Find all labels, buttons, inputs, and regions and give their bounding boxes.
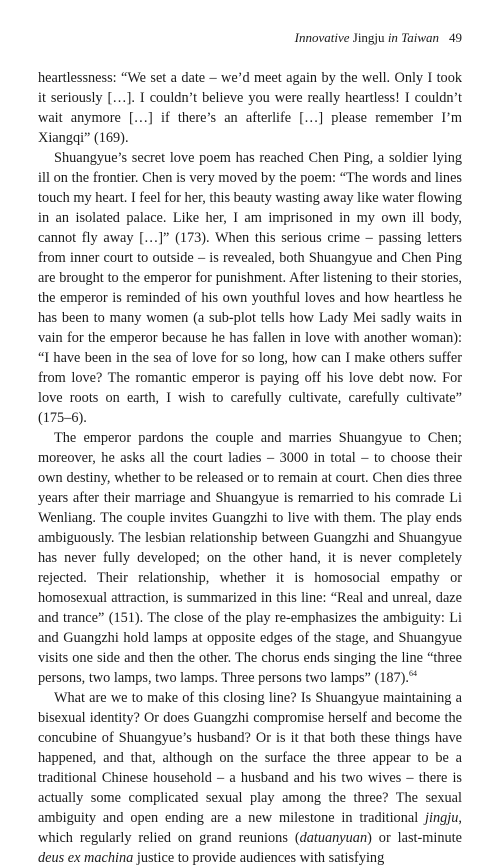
running-head-title-part: in Taiwan <box>384 30 439 45</box>
running-head-title-part: Innovative <box>294 30 353 45</box>
term-deus-ex-machina: deus ex machina <box>38 850 134 866</box>
book-page <box>38 30 462 868</box>
term-datuanyuan: datuanyuan <box>299 830 368 846</box>
paragraph-4-text: What are we to make of this closing line? Is Shuangyue maintaining a bisexual identity? Or does Guangzhi compromise herself and become the concubine of Shuangyue’s husband? Or is it that both these things have happened, and that, although on the surface the three appear to be a traditional Chinese household – a husband and his two wives – there is actually some complicated sexual play among the three? The sexual ambiguity and open ending are a new milestone in traditional <box>38 690 462 826</box>
body-text <box>38 68 462 868</box>
paragraph-3 <box>38 428 462 688</box>
paragraph-2: Shuangyue’s secret love poem has reached Chen Ping, a soldier lying ill on the frontier. Chen is very moved by the poem: “The words and lines touch my heart. I feel for her, this beauty wasting away like water flowing in an isolated palace. Like her, I am imprisoned in my own ill body, cannot fly away […]” (173). When this serious crime – passing letters from inner court to outside – is revealed, both Shuangyue and Chen Ping are brought to the emperor for punishment. After listening to their stories, the emperor is reminded of his own youthful loves and how heartless he has been to many women (a sub-plot tells how Lady Mei sadly waits in vain for the emperor because he has fallen in love with another woman): “I have been in the sea of love for so long, how can I make others suffer from love? The romantic emperor is paying off his love debt now. For love roots on earth, I wish to carefully cultivate, carefully cultivate” (175–6). <box>38 150 462 426</box>
running-head-title-jingju: Jingju <box>352 30 385 45</box>
footnote-marker: 64 <box>409 669 417 679</box>
paragraph-4-text: justice to provide audiences with satisfying <box>133 850 385 866</box>
term-jingju: jingju <box>425 810 459 826</box>
paragraph-4-text: , which regularly relied on grand reunions ( <box>38 810 462 846</box>
running-head-title <box>295 30 439 45</box>
paragraph-1: heartlessness: “We set a date – we’d meet again by the well. Only I took it seriously […]. I couldn’t believe you were really heartless! I couldn’t wait anymore […] if there’s an afterlife […] please remember I’m Xiangqi” (169). <box>38 70 462 146</box>
page-number: 49 <box>449 30 462 45</box>
paragraph-4 <box>38 688 462 868</box>
paragraph-4-text: ) or last-minute <box>367 830 462 846</box>
running-head <box>38 30 462 46</box>
paragraph-3-text: The emperor pardons the couple and marries Shuangyue to Chen; moreover, he asks all the court ladies – 3000 in total – to choose their own destiny, whether to be released or to remain at court. Chen dies three years after their marriage and Shuangyue is remarried to his comrade Li Wenliang. The couple invites Guangzhi to live with them. The play ends ambiguously. The lesbian relationship between Guangzhi and Shuangyue has never fully developed; on the other hand, it is never completely rejected. Their relationship, whether it is homosocial empathy or homosexual attraction, is summarized in this line: “Real and unreal, daze and trance” (151). The close of the play re-emphasizes the ambiguity: Li and Guangzhi hold lamps at opposite edges of the stage, and Shuangyue visits one side and then the other. The chorus ends singing the line “three persons, two lamps, two lamps. Three persons two lamps” (187). <box>38 430 462 686</box>
